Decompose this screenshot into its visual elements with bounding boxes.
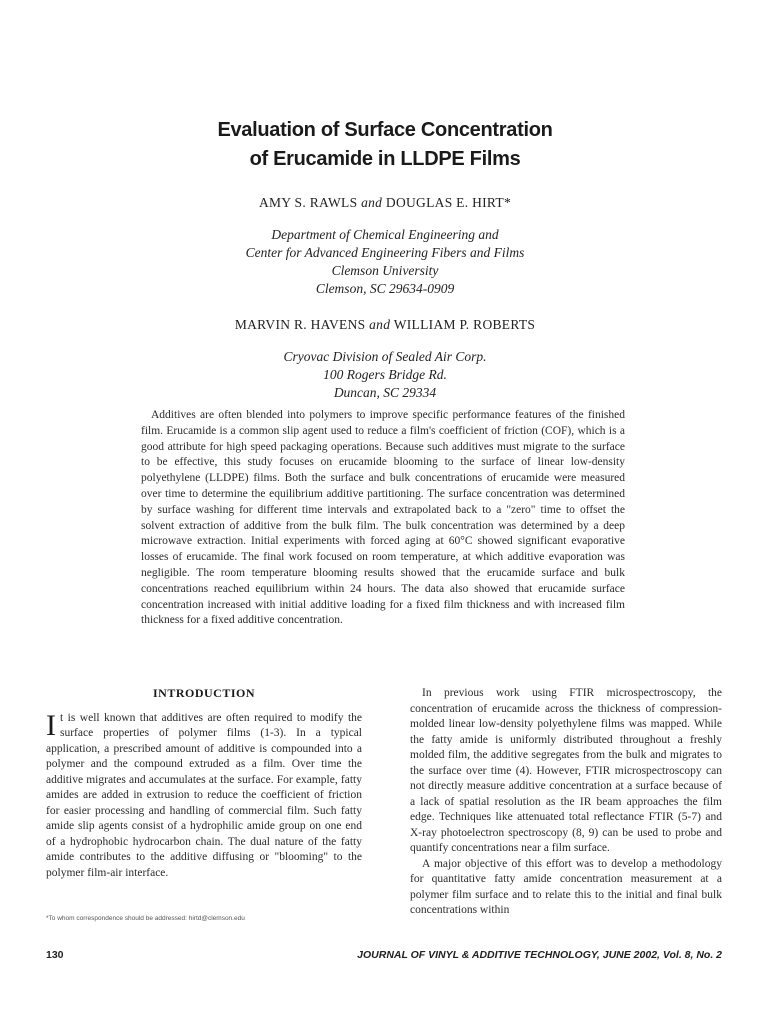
correspondence-footnote: *To whom correspondence should be addressed: hirtd@clemson.edu xyxy=(46,915,245,922)
author-name: AMY S. RAWLS xyxy=(258,195,358,210)
body-paragraph: In previous work using FTIR microspectroscopy, the concentration of erucamide across the thickness of compression-molded linear low-density polyethylene films was mapped. While the fatty amide is uniformly distributed throughout a freshly molded film, the additive segregates from the bulk and migrates to the surface over time (4). However, FTIR microspectroscopy can not directly measure additive concentration at a surface because of a lack of spatial resolution as the IR beam approaches the film edge. Techniques like attenuated total reflectance FTIR (5-7) and X-ray photoelectron spectroscopy (8, 9) can be used to probe and quantify concentrations near a film surface. xyxy=(410,687,722,854)
affiliation-line: Department of Chemical Engineering and xyxy=(271,227,499,242)
affiliation-block-1 xyxy=(140,226,630,298)
author-line-2 xyxy=(140,317,630,333)
author-name: WILLIAM P. ROBERTS xyxy=(393,317,536,332)
author-conjunction: and xyxy=(361,195,383,210)
article-title xyxy=(140,116,630,174)
section-heading-introduction: INTRODUCTION xyxy=(152,686,255,700)
affiliation-line: Clemson, SC 29634-0909 xyxy=(315,281,455,296)
title-line-1: Evaluation of Surface Concentration xyxy=(217,119,553,141)
affiliation-line: Center for Advanced Engineering Fibers and Films xyxy=(245,245,525,260)
page-number: 130 xyxy=(46,949,64,961)
drop-cap: I xyxy=(46,708,56,742)
affiliation-line: Clemson University xyxy=(331,263,439,278)
author-name: MARVIN R. HAVENS xyxy=(234,317,366,332)
left-column xyxy=(46,686,362,881)
journal-citation: JOURNAL OF VINYL & ADDITIVE TECHNOLOGY, JUNE 2002, Vol. 8, No. 2 xyxy=(357,949,722,961)
right-column xyxy=(410,686,722,919)
affiliation-line: 100 Rogers Bridge Rd. xyxy=(323,367,447,382)
affiliation-line: Cryovac Division of Sealed Air Corp. xyxy=(283,349,487,364)
author-line-1 xyxy=(140,195,630,211)
author-name: DOUGLAS E. HIRT* xyxy=(385,195,512,210)
body-paragraph: A major objective of this effort was to develop a methodology for quantitative fatty amide concentration measurement at a polymer film surface and to relate this to the initial and final bulk concentrations within xyxy=(410,857,722,916)
affiliation-block-2 xyxy=(140,348,630,402)
abstract xyxy=(141,408,625,629)
title-line-2: of Erucamide in LLDPE Films xyxy=(249,148,521,170)
introduction-text: t is well known that additives are often required to modify the surface properties of polymer films (1-3). In a typical application, a prescribed amount of additive is compounded into a polymer and the compound extruded as a film. Over time the additive migrates and accumulates at the surface. For example, fatty amides are added in extrusion to reduce the coefficient of friction for easier processing and handling of commercial film. Such fatty amide slip agents consist of a hydrophilic amide group on one end of a hydrophobic hydrocarbon chain. The dual nature of the fatty amide contributes to the additive diffusing or "blooming" to the polymer film-air interface. xyxy=(46,711,362,879)
introduction-paragraph xyxy=(46,708,362,882)
author-conjunction: and xyxy=(369,317,391,332)
affiliation-line: Duncan, SC 29334 xyxy=(333,385,437,400)
abstract-text: Additives are often blended into polymers to improve specific performance features of the finished film. Erucamide is a common slip agent used to reduce a film's coefficient of friction (COF), which is a good attribute for high speed packaging operations. Because such additives must migrate to the surface to be effective, this study focuses on erucamide blooming to the surface of linear low-density polyethylene (LLDPE) films. Both the surface and bulk concentrations of erucamide were measured over time to determine the equilibrium additive partitioning. The surface concentration was determined by surface washing for different time intervals and extrapolated back to a "zero" time to offset the solvent extraction of additive from the bulk film. The bulk concentration was determined by a deep microwave extraction. Initial experiments with forced aging at 60°C showed significant evaporative losses of erucamide. The final work focused on room temperature, at which additive evaporation was negligible. The room temperature blooming results showed that the erucamide surface and bulk concentrations reached equilibrium within 24 hours. The data also showed that erucamide surface concentration increased with initial additive loading for a fixed film thickness and with increased film thickness for a fixed additive concentration. xyxy=(141,409,625,627)
